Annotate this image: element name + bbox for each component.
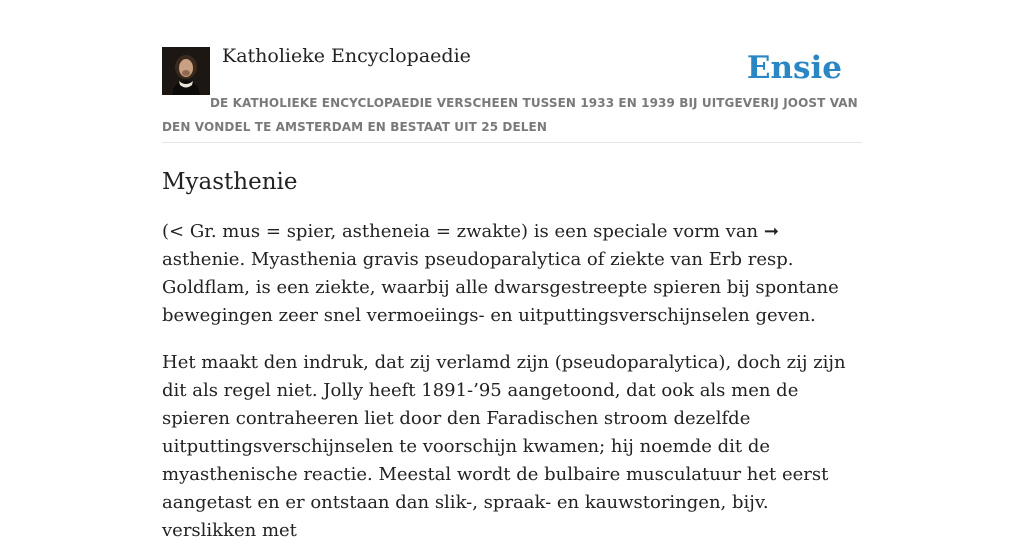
- site-avatar[interactable]: [162, 47, 210, 95]
- content-column: [162, 44, 862, 545]
- brand-logo-link[interactable]: Ensie: [746, 50, 842, 86]
- article: [162, 167, 862, 545]
- article-paragraph-1: [162, 218, 862, 330]
- site-header: [162, 44, 862, 143]
- portrait-icon: [162, 47, 210, 95]
- paragraph-text: (< Gr. mus = spier, astheneia = zwakte) is een speciale vorm van: [162, 221, 764, 242]
- asthenie-link[interactable]: ➞ asthenie: [162, 221, 779, 270]
- article-title: Myasthenie: [162, 169, 298, 195]
- article-paragraph-2: Het maakt den indruk, dat zij verlamd zijn (pseudoparalytica), doch zij zijn dit als regel niet. Jolly heeft 1891-’95 aangetoond, dat ook als men de spieren contraheeren liet door den Faradischen stroom dezelfde uitputtingsverschijnselen te voorschijn kwamen; hij noemde dit de myasthenische reactie. Meestal wordt de bulbaire musculatuur het eerst aangetast en er ontstaan dan slik-, spraak- en kauwstoringen, bijv. verslikken met: [162, 352, 846, 541]
- site-title-link[interactable]: Katholieke Encyclopaedie: [222, 45, 471, 67]
- site-description: DE KATHOLIEKE ENCYCLOPAEDIE VERSCHEEN TUSSEN 1933 EN 1939 BIJ UITGEVERIJ JOOST VAN DEN VONDEL TE AMSTERDAM EN BESTAAT UIT 25 DELEN: [162, 44, 862, 143]
- paragraph-text: . Myasthenia gravis pseudoparalytica of ziekte van Erb resp. Goldflam, is een ziekte, waarbij alle dwarsgestreepte spieren bij spontane bewegingen zeer snel vermoeiings- en uitputtingsverschijnselen geven.: [162, 249, 839, 326]
